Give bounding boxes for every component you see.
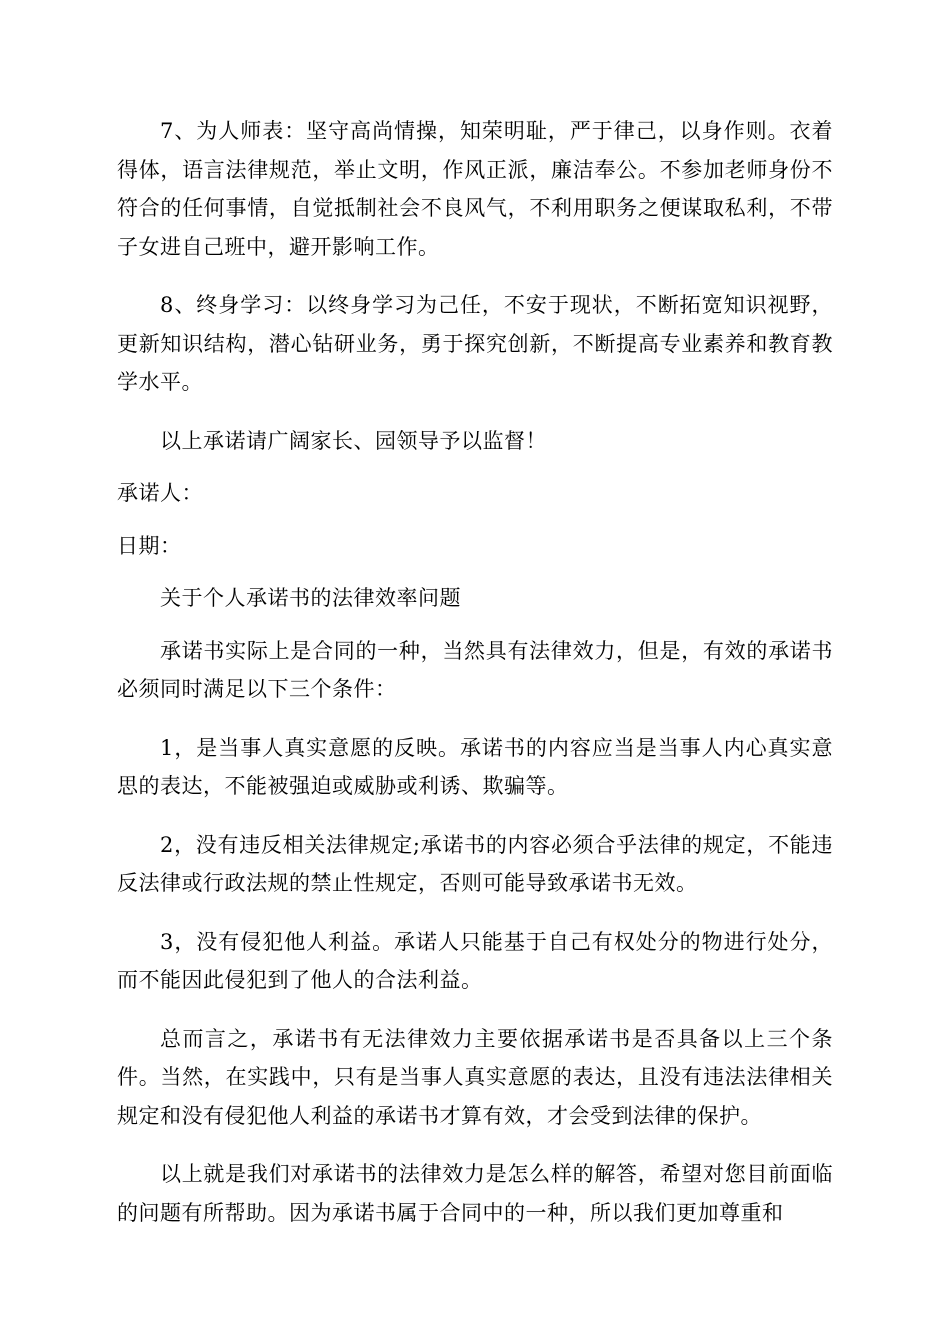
- date-label: 日期：: [117, 533, 182, 558]
- document-page: [117, 112, 833, 1252]
- paragraph-teacher-conduct: 7、为人师表：坚守高尚情操，知荣明耻，严于律己，以身作则。衣着得体，语言法律规范，举止文明，作风正派，廉洁奉公。不参加老师身份不符合的任何事情，自觉抵制社会不良风气，不利用职务之便谋取私利，不带子女进自己班中，避开影响工作。: [117, 119, 833, 259]
- paragraph-conclusion: 以上就是我们对承诺书的法律效力是怎么样的解答，希望对您目前面临的问题有所帮助。因为承诺书属于合同中的一种，所以我们更加尊重和: [117, 1162, 833, 1225]
- condition-2: 2，没有违反相关法律规定;承诺书的内容必须合乎法律的规定，不能违反法律或行政法规的禁止性规定，否则可能导致承诺书无效。: [117, 832, 833, 895]
- condition-1: 1，是当事人真实意愿的反映。承诺书的内容应当是当事人内心真实意思的表达，不能被强迫或威胁或利诱、欺骗等。: [117, 735, 833, 798]
- paragraph-legal-effect: 承诺书实际上是合同的一种，当然具有法律效力，但是，有效的承诺书必须同时满足以下三个条件：: [117, 638, 833, 701]
- section-heading: 关于个人承诺书的法律效率问题: [160, 586, 461, 610]
- paragraph-lifelong-learning: 8、终身学习：以终身学习为己任，不安于现状，不断拓宽知识视野，更新知识结构，潜心钻研业务，勇于探究创新，不断提高专业素养和教育教学水平。: [117, 293, 833, 394]
- paragraph-supervision: 以上承诺请广阔家长、园领导予以监督！: [160, 428, 547, 453]
- paragraph-summary: 总而言之，承诺书有无法律效力主要依据承诺书是否具备以上三个条件。当然，在实践中，只有是当事人真实意愿的表达，且没有违法法律相关规定和没有侵犯他人利益的承诺书才算有效，才会受到法律的保护。: [117, 1026, 833, 1128]
- promisor-label: 承诺人：: [117, 481, 203, 505]
- condition-3: 3，没有侵犯他人利益。承诺人只能基于自己有权处分的物进行处分，而不能因此侵犯到了他人的合法利益。: [117, 929, 833, 992]
